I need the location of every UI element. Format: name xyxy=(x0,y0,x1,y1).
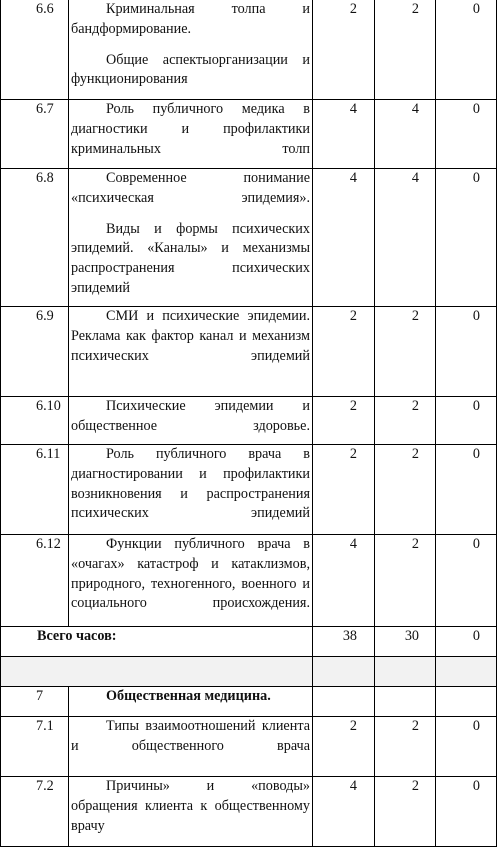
row-number: 7.1 xyxy=(36,718,54,734)
total-hours: 38 xyxy=(342,628,357,644)
row-number: 6.12 xyxy=(36,536,61,552)
row-title-paragraph: Психические эпидемии и общественное здоровье. xyxy=(71,398,310,434)
hours-practice: 0 xyxy=(472,778,480,794)
row-number: 6.10 xyxy=(36,398,61,414)
row-title xyxy=(69,535,312,614)
hours-lecture: 2 xyxy=(411,1,419,17)
row-number: 6.11 xyxy=(36,446,61,462)
row-title-paragraph: Виды и формы психических эпидемий. «Каналы» и механизмы распространения психических эпидемий xyxy=(71,220,310,296)
row-number: 7.2 xyxy=(36,778,54,794)
spacer-cell xyxy=(436,657,496,686)
row-number: 6.8 xyxy=(36,170,54,186)
hours-practice: 0 xyxy=(472,536,480,552)
row-title-paragraph: Типы взаимоотношений клиента и общественного врача xyxy=(71,718,310,754)
hours-total: 2 xyxy=(349,446,357,462)
hours-practice: 0 xyxy=(472,1,480,17)
row-title-paragraph: СМИ и психические эпидемии. Реклама как фактор канал и механизм психических эпидемий xyxy=(71,308,310,364)
hours-lecture: 2 xyxy=(411,718,419,734)
total-label: Всего часов: xyxy=(37,628,117,644)
row-title-paragraph: Роль публичного медика в диагностики и профилактики криминальных толп xyxy=(71,101,310,157)
hours-lecture: 4 xyxy=(411,101,419,117)
spacer-cell xyxy=(375,657,435,686)
hours-total: 4 xyxy=(349,536,357,552)
hours-total: 2 xyxy=(349,1,357,17)
hours-total: 4 xyxy=(349,778,357,794)
total-practice-hours: 0 xyxy=(472,628,480,644)
hours-total: 2 xyxy=(349,308,357,324)
row-title-paragraph: Современное понимание «психическая эпидемия». xyxy=(71,170,310,206)
hours-total: 4 xyxy=(349,101,357,117)
hours-practice: 0 xyxy=(472,308,480,324)
hours-practice: 0 xyxy=(472,446,480,462)
row-title xyxy=(69,307,312,366)
row-title xyxy=(69,0,312,99)
row-title-paragraph: Роль публичного врача в диагностировании и профилактики возникновения и распространения психических эпидемий xyxy=(71,446,310,522)
row-title xyxy=(69,717,312,757)
hours-lecture: 2 xyxy=(411,398,419,414)
row-title xyxy=(69,397,312,437)
hours-practice: 0 xyxy=(472,718,480,734)
hours-lecture: 4 xyxy=(411,170,419,186)
hours-practice: 0 xyxy=(472,398,480,414)
hours-total: 2 xyxy=(349,718,357,734)
row-number: 6.6 xyxy=(36,1,54,17)
row-number: 6.7 xyxy=(36,101,54,117)
hours-total: 2 xyxy=(349,398,357,414)
row-number: 6.9 xyxy=(36,308,54,324)
hours-total: 4 xyxy=(349,170,357,186)
spacer-cell xyxy=(1,657,312,686)
row-title-paragraph: Причины» и «поводы» обращения клиента к общественному врачу xyxy=(71,778,310,834)
row-title-paragraph: Криминальная толпа и бандформирование. xyxy=(71,1,310,37)
section-number: 7 xyxy=(36,688,44,704)
total-lecture-hours: 30 xyxy=(404,628,419,644)
hours-lecture: 2 xyxy=(411,308,419,324)
hours-practice: 0 xyxy=(472,101,480,117)
row-title xyxy=(69,445,312,524)
hours-practice: 0 xyxy=(472,170,480,186)
row-title xyxy=(69,169,312,299)
row-title-paragraph: Функции публичного врача в «очагах» катастроф и катаклизмов, природного, техногенного, военного и социального происхождения. xyxy=(71,536,310,612)
row-title-paragraph: Общие аспектыорганизации и функционирования xyxy=(71,51,310,88)
hours-lecture: 2 xyxy=(411,778,419,794)
row-title xyxy=(69,100,312,159)
hours-lecture: 2 xyxy=(411,446,419,462)
row-title xyxy=(69,777,312,836)
spacer-cell xyxy=(313,657,374,686)
hours-lecture: 2 xyxy=(411,536,419,552)
section-title: Общественная медицина. xyxy=(106,688,271,704)
